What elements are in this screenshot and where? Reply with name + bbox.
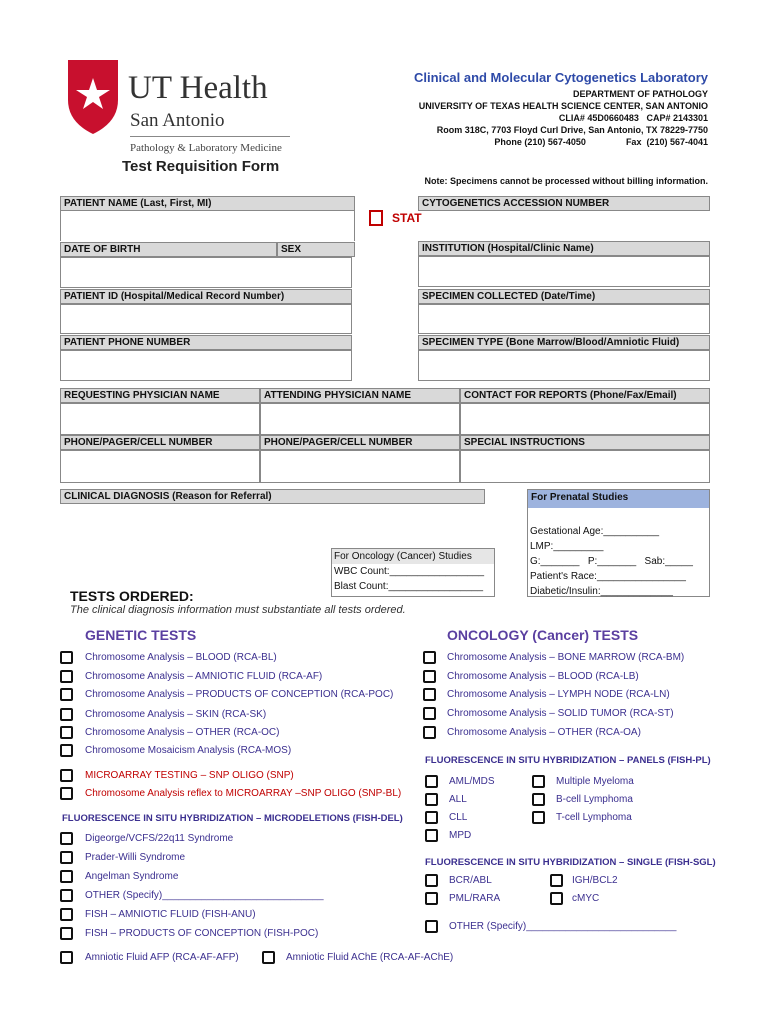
checkbox[interactable] [425,920,438,933]
requesting-physician-input[interactable] [60,403,260,435]
checkbox[interactable] [60,908,73,921]
checkbox[interactable] [550,892,563,905]
checkbox[interactable] [532,775,545,788]
test-option: cMYC [572,893,600,904]
diagnosis-label: CLINICAL DIAGNOSIS (Reason for Referral) [60,489,485,504]
pager2-input[interactable] [260,450,460,483]
accession-label: CYTOGENETICS ACCESSION NUMBER [418,196,710,211]
pager1-input[interactable] [60,450,260,483]
test-option: Chromosome Analysis – OTHER (RCA-OC) [85,727,280,738]
prenatal-title: For Prenatal Studies [528,490,709,508]
logo-sub: San Antonio [130,110,225,131]
sex-label: SEX [277,242,355,257]
checkbox[interactable] [425,811,438,824]
specimen-type-label: SPECIMEN TYPE (Bone Marrow/Blood/Amniotic Fluid) [418,335,710,350]
test-option: PML/RARA [449,893,501,904]
attending-physician-label: ATTENDING PHYSICIAN NAME [260,388,460,403]
lab-phone: Phone (210) 567-4050 [494,137,586,147]
checkbox[interactable] [60,769,73,782]
requesting-physician-label: REQUESTING PHYSICIAN NAME [60,388,260,403]
lab-fax: Fax (210) 567-4041 [625,137,708,147]
shield-star-icon [64,56,122,136]
checkbox[interactable] [262,951,275,964]
oncology-tests-heading: ONCOLOGY (Cancer) TESTS [447,627,639,643]
test-option: OTHER (Specify)___________________________ [449,921,677,932]
fish-pl-heading: FLUORESCENCE IN SITU HYBRIDIZATION – PANELS (FISH-PL) [425,755,711,766]
lab-header [414,70,708,148]
checkbox[interactable] [60,927,73,940]
oncology-studies-title: For Oncology (Cancer) Studies [332,549,494,564]
pager1-label: PHONE/PAGER/CELL NUMBER [60,435,260,450]
checkbox[interactable] [423,651,436,664]
test-option: T-cell Lymphoma [556,812,632,823]
test-option: AML/MDS [449,776,495,787]
checkbox[interactable] [60,851,73,864]
checkbox[interactable] [60,670,73,683]
form-title: Test Requisition Form [122,158,280,175]
prenatal-box [527,489,710,597]
tests-ordered-title: TESTS ORDERED: [70,588,194,604]
checkbox[interactable] [60,744,73,757]
gestational-age-field[interactable]: Gestational Age:__________ [530,526,659,537]
test-option: Chromosome Analysis reflex to MICROARRAY –SNP OLIGO (SNP-BL) [85,788,402,799]
test-option: ALL [449,794,467,805]
checkbox[interactable] [60,726,73,739]
dob-label: DATE OF BIRTH [60,242,277,257]
lab-univ: UNIVERSITY OF TEXAS HEALTH SCIENCE CENTER, SAN ANTONIO [418,101,708,111]
checkbox[interactable] [60,889,73,902]
logo-dept: Pathology & Laboratory Medicine [130,142,282,154]
checkbox[interactable] [60,787,73,800]
test-option: Chromosome Analysis – AMNIOTIC FLUID (RCA-AF) [85,671,323,682]
checkbox[interactable] [425,775,438,788]
checkbox[interactable] [423,707,436,720]
checkbox[interactable] [60,951,73,964]
pager2-label: PHONE/PAGER/CELL NUMBER [260,435,460,450]
checkbox[interactable] [425,793,438,806]
gp-sab-field[interactable]: G:_______ P:_______ Sab:_____ [530,556,693,567]
test-option: Chromosome Mosaicism Analysis (RCA-MOS) [85,745,292,756]
specimen-type-input[interactable] [418,350,710,381]
lab-clia: CLIA# 45D0660483 CAP# 2143301 [558,113,708,123]
test-option: MICROARRAY TESTING – SNP OLIGO (SNP) [85,770,294,781]
checkbox[interactable] [532,811,545,824]
checkbox[interactable] [423,670,436,683]
test-option: Amniotic Fluid AChE (RCA-AF-AChE) [286,952,454,963]
attending-physician-input[interactable] [260,403,460,435]
test-option: Angelman Syndrome [85,871,179,882]
checkbox[interactable] [423,688,436,701]
fish-del-heading: FLUORESCENCE IN SITU HYBRIDIZATION – MICRODELETIONS (FISH-DEL) [62,813,403,824]
blast-field[interactable]: Blast Count:_________________ [334,581,484,592]
lab-dept: DEPARTMENT OF PATHOLOGY [573,89,708,99]
lab-address: Room 318C, 7703 Floyd Curl Drive, San Antonio, TX 78229-7750 [436,125,708,135]
test-option: Chromosome Analysis – BLOOD (RCA-LB) [447,671,639,682]
tests-note: The clinical diagnosis information must substantiate all tests ordered. [70,604,406,616]
oncology-studies-box [331,548,495,597]
race-field[interactable]: Patient's Race:________________ [530,571,686,582]
collected-input[interactable] [418,304,710,334]
diabetic-field[interactable]: Diabetic/Insulin:_____________ [530,586,673,597]
test-option: IGH/BCL2 [572,875,618,886]
fish-sgl-heading: FLUORESCENCE IN SITU HYBRIDIZATION – SINGLE (FISH-SGL) [425,857,716,868]
test-option: FISH – PRODUCTS OF CONCEPTION (FISH-POC) [85,928,319,939]
test-option: Chromosome Analysis – SKIN (RCA-SK) [85,709,267,720]
patient-name-label: PATIENT NAME (Last, First, MI) [60,196,355,211]
test-option: Chromosome Analysis – LYMPH NODE (RCA-LN) [447,689,670,700]
test-option: Chromosome Analysis – BLOOD (RCA-BL) [85,652,277,663]
patient-id-label: PATIENT ID (Hospital/Medical Record Number) [60,289,352,304]
lab-name: Clinical and Molecular Cytogenetics Laboratory [413,70,708,85]
test-option: CLL [449,812,468,823]
patient-id-input[interactable] [60,304,352,334]
test-option: BCR/ABL [449,875,492,886]
billing-note: Note: Specimens cannot be processed without billing information. [424,176,708,186]
test-option: Prader-Willi Syndrome [85,852,186,863]
contact-input[interactable] [460,403,710,435]
accession-input[interactable] [418,211,710,241]
test-option: Multiple Myeloma [556,776,634,787]
phone-label: PATIENT PHONE NUMBER [60,335,352,350]
test-option: Chromosome Analysis – BONE MARROW (RCA-BM) [447,652,685,663]
collected-label: SPECIMEN COLLECTED (Date/Time) [418,289,710,304]
test-option: Chromosome Analysis – OTHER (RCA-OA) [447,727,641,738]
checkbox[interactable] [60,651,73,664]
checkbox[interactable] [60,870,73,883]
checkbox[interactable] [60,688,73,701]
checkbox[interactable] [532,793,545,806]
contact-label: CONTACT FOR REPORTS (Phone/Fax/Email) [460,388,710,403]
stat-label: STAT [392,211,422,225]
phone-input[interactable] [60,350,352,381]
patient-name-input[interactable] [60,211,355,241]
test-option: Amniotic Fluid AFP (RCA-AF-AFP) [85,952,239,963]
genetic-tests-heading: GENETIC TESTS [85,627,197,643]
checkbox[interactable] [423,726,436,739]
logo [62,52,302,160]
checkbox[interactable] [425,874,438,887]
test-option: OTHER (Specify)_____________________________ [85,890,324,901]
checkbox[interactable] [550,874,563,887]
checkbox[interactable] [425,829,438,842]
dob-sex-input[interactable] [60,257,352,288]
special-label: SPECIAL INSTRUCTIONS [460,435,710,450]
test-option: Chromosome Analysis – SOLID TUMOR (RCA-ST) [447,708,674,719]
checkbox[interactable] [60,832,73,845]
test-option: B-cell Lymphoma [556,794,633,805]
lmp-field[interactable]: LMP:_________ [530,541,604,552]
stat-checkbox[interactable] [369,210,383,226]
test-option: Digeorge/VCFS/22q11 Syndrome [85,833,234,844]
institution-input[interactable] [418,256,710,287]
test-option: Chromosome Analysis – PRODUCTS OF CONCEPTION (RCA-POC) [85,689,394,700]
checkbox[interactable] [60,708,73,721]
logo-name: UT Health [128,70,268,106]
test-option: FISH – AMNIOTIC FLUID (FISH-ANU) [85,909,256,920]
special-input[interactable] [460,450,710,483]
institution-label: INSTITUTION (Hospital/Clinic Name) [418,241,710,256]
test-option: MPD [449,830,472,841]
wbc-field[interactable]: WBC Count:_________________ [334,566,485,577]
checkbox[interactable] [425,892,438,905]
